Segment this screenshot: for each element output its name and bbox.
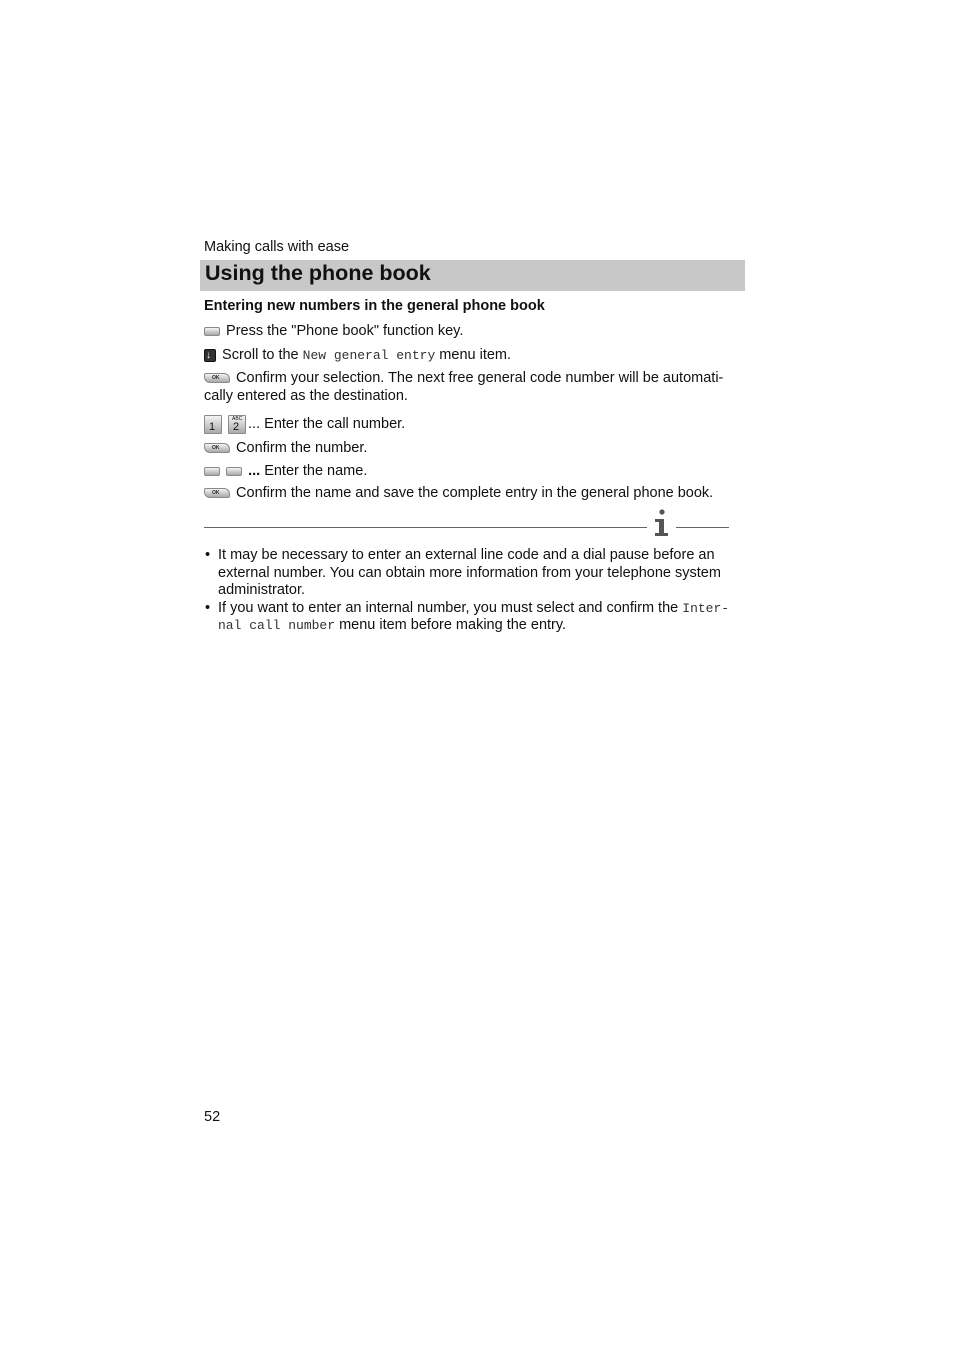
menu-item-name: New general entry [302,348,436,363]
letter-key-icon [226,467,242,476]
page-title: Using the phone book [205,261,431,285]
step-text: Confirm your selection. The next free general code number will be automati- [236,370,724,386]
step-confirm-name [204,484,734,502]
note-item: • It may be necessary to enter an external line code and a dial pause before an external number. You can obtain more information from your telephone system administrator. [204,547,734,600]
scroll-down-key-icon [204,349,216,362]
letter-key-icon [204,467,220,476]
info-icon [651,508,673,538]
ellipsis: ... [248,463,261,479]
ok-key-icon [204,443,230,453]
info-divider-end [676,527,729,528]
menu-item-name: nal call number [218,618,336,633]
ok-key-icon [204,373,230,383]
number-key-1-icon: 1 [204,415,222,434]
info-divider [204,527,647,528]
step-enter-number [204,412,734,436]
phone-book-key-icon [204,327,220,336]
menu-item-name: Inter- [682,600,730,616]
step-scroll [204,346,734,365]
step-text: Scroll to the [222,347,299,363]
step-text: ... Enter the call number. [248,416,406,432]
title-bar [200,260,745,291]
step-text: Confirm the name and save the complete entry in the general phone book. [236,485,714,501]
step-text: Press the "Phone book" function key. [226,323,464,339]
note-item: • If you want to enter an internal number, you must select and confirm the Inter- nal call number menu item before making the entry. [204,600,734,635]
step-text: Enter the name. [264,463,368,479]
step-press-phone-book [204,322,734,340]
step-confirm-selection [204,369,734,405]
page-number: 52 [204,1109,221,1125]
section-label: Making calls with ease [204,239,350,255]
step-text: Confirm the number. [236,440,368,456]
step-text: menu item. [439,347,512,363]
number-key-2-icon: ABC 2 [228,415,246,434]
step-text-continued: cally entered as the destination. [204,388,408,404]
subheading: Entering new numbers in the general phone book [204,298,545,314]
step-confirm-number [204,439,734,457]
step-enter-name [204,462,734,480]
ok-key-icon [204,488,230,498]
info-notes [204,547,734,635]
